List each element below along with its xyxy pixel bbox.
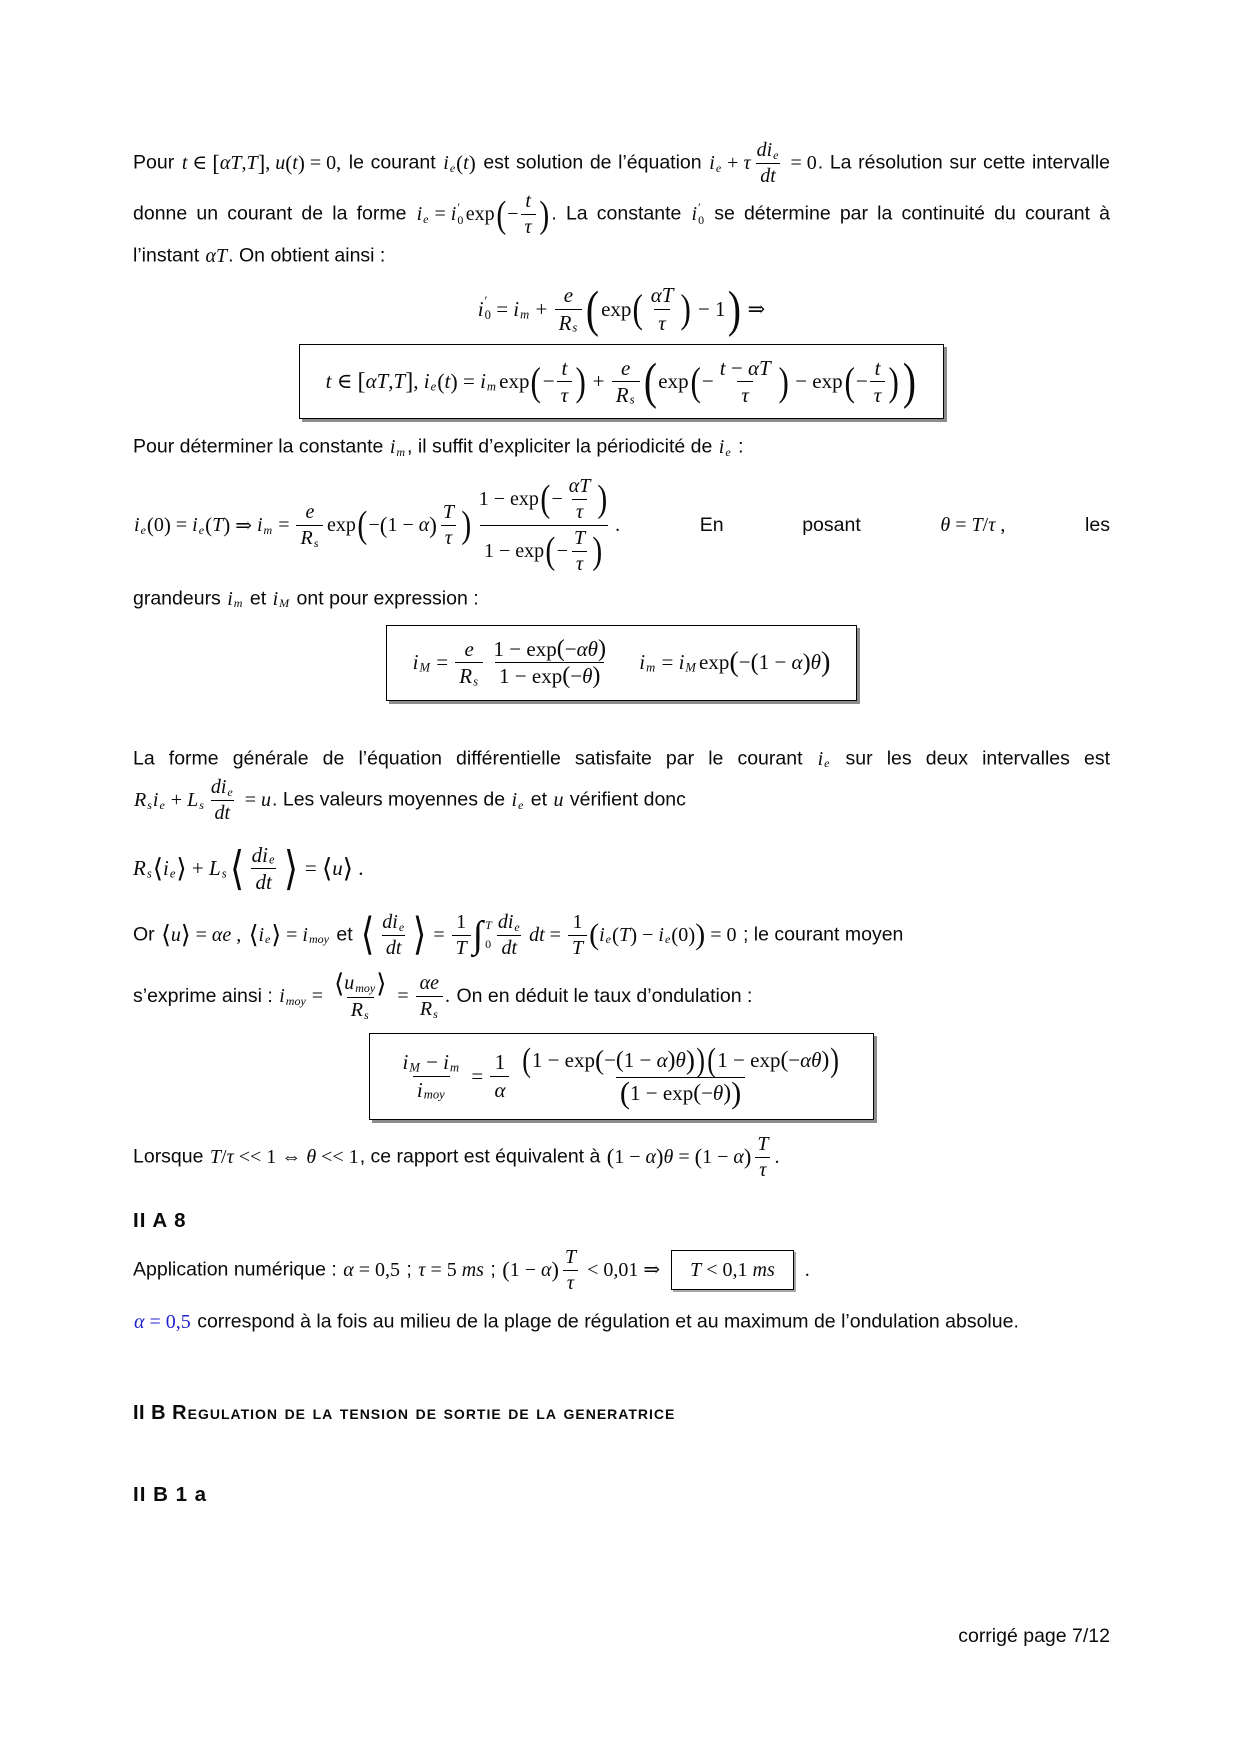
math-run: α = 0,5: [134, 1310, 191, 1333]
page-footer: corrigé page 7/12: [958, 1625, 1110, 1647]
paragraph-current-solution: [133, 138, 1110, 272]
math-run: t ∈ [ αT , T ] , u ( t ) = 0,: [181, 150, 342, 176]
text-run: :: [732, 435, 744, 458]
math-run: i m: [227, 587, 243, 611]
math-formula: i ′ 0 = i m + e R s ( exp ( $\frac{\alpha T}{\tau}$ ) − 1 ) ⇒: [477, 280, 766, 337]
math-formula: R s ⟨ i e ⟩ + L s ⟨ di e dt ⟩ = ⟨ u ⟩ .: [133, 842, 364, 895]
text-run: En: [699, 513, 724, 536]
section-heading-iib: [133, 1402, 1110, 1425]
math-run: i e ( 0 ) = i e ( T ) ⇒ i m = e R s exp ( − ( 1 − α ) $\frac{T}{\tau}$ ) 1 − exp ( − $\frac{\alpha T}{\tau}$ ) 1 − exp ( − $\frac{T}{\tau}$ ) .: [134, 474, 621, 575]
section-heading-iib1a: II B 1 a: [133, 1483, 208, 1506]
text-run: . La résolution sur cette intervalle donne un courant de la forme: [133, 151, 1110, 225]
text-run: La forme générale de l’équation différentielle satisfaite par le courant: [133, 747, 817, 770]
paragraph-application-numerique: [133, 1245, 1110, 1296]
text-run: sur les deux intervalles est: [831, 747, 1110, 770]
text-run: ; le courant moyen: [737, 923, 904, 946]
math-formula: i M − i m i moy = $\frac{1}{\alpha}$ ( 1 − exp ( − ( 1 − α ) θ ) ) ( 1 − exp ( − αθ ) ) ( 1 − exp ( − θ ) ): [402, 1041, 840, 1111]
math-run: i e = i ′ 0 exp ( − $\frac{t}{\tau}$ ): [416, 190, 549, 238]
formula-valeurs-moyennes: [133, 842, 1110, 896]
math-run: ⟨ u ⟩ = αe ,: [161, 921, 242, 949]
math-run: i e ( t ): [443, 150, 476, 175]
text-run: ;: [401, 1258, 418, 1281]
math-run: i e: [511, 789, 524, 812]
text-run: Pour déterminer la constante: [133, 435, 389, 458]
text-run: . La constante: [551, 202, 691, 225]
text-run: les: [1085, 513, 1110, 536]
paragraph-sexprime: [133, 968, 1110, 1023]
text-run: Lorsque: [133, 1145, 209, 1168]
math-run: i moy = ⟨ u moy ⟩ R s = αe R s .: [279, 968, 451, 1022]
formula-im-iM: [386, 625, 858, 701]
math-run: α = 0,5: [343, 1258, 400, 1281]
paragraph-forme-generale: [133, 743, 1110, 826]
text-run: . On obtient ainsi :: [228, 244, 386, 267]
text-run: est solution de l’équation: [476, 151, 709, 174]
text-run: , il suffit d’expliciter la périodicité de: [407, 435, 718, 458]
paragraph-determine-im: [133, 431, 1110, 463]
boxed-formula-wrap-ie: [133, 344, 1110, 420]
text-run: On en déduit le taux d’ondulation :: [451, 984, 753, 1007]
formula-periodicity-line: [133, 474, 1110, 577]
text-run: ont pour expression :: [291, 587, 479, 610]
math-run: i e: [817, 747, 830, 771]
heading-iib-title: Regulation de la tension de sortie de la generatrice: [172, 1402, 676, 1424]
formula-taux-ondulation: [369, 1033, 873, 1120]
math-run: i ′ 0: [691, 200, 705, 228]
math-run: ⟨ di e dt ⟩ = $\frac{1}{T}$ ∫ T 0 di e dt dt = $\frac{1}{T}$ ( i e ( T ) − i e ( 0 ) ) = 0: [360, 910, 737, 960]
text-run: grandeurs: [133, 587, 227, 610]
math-run: R s i e + L s di e dt = u: [134, 776, 272, 825]
paragraph-courant-moyen: [133, 910, 1110, 961]
math-run: ⟨ i e ⟩ = i moy: [248, 921, 329, 949]
math-run: i e: [718, 436, 731, 459]
text-run: le courant: [342, 151, 443, 174]
text-run: [242, 923, 247, 945]
math-run: T / τ << 1 ⇔ θ << 1: [209, 1145, 359, 1168]
text-run: Or: [133, 923, 161, 946]
boxed-formula-wrap-im-iM: [133, 625, 1110, 701]
text-run: posant: [802, 513, 861, 536]
math-run: u: [553, 789, 564, 812]
formula-ie-piecewise: [299, 344, 945, 420]
text-run: se détermine par la continuité du courant à l’instant: [133, 202, 1110, 267]
text-run: et: [525, 788, 553, 811]
heading-iib-prefix: II B: [133, 1402, 173, 1424]
formula-constant-i0: [133, 282, 1110, 336]
paragraph-alpha-commentaire: [133, 1306, 1110, 1338]
math-formula: i M = e R s 1 − exp ( − αθ ) 1 − exp ( − θ ) i m = i M exp ( − ( 1 − α ) θ ): [412, 635, 831, 690]
text-run: ;: [484, 1258, 502, 1281]
text-run: et: [244, 587, 272, 610]
boxed-formula-wrap-ondulation: [133, 1033, 1110, 1120]
math-run: ( 1 − α ) $\frac{T}{\tau}$ < 0,01 ⇒ T < 0,1 ms .: [502, 1245, 810, 1294]
math-run: i m: [389, 436, 406, 459]
section-heading-iia8: II A 8: [133, 1208, 187, 1232]
paragraph-lorsque: [133, 1132, 1110, 1183]
math-formula: t ∈ [ αT , T ] , i e ( t ) = i m exp ( − $\frac{t}{\tau}$ ) + e R s ( exp ( − t − αT τ ) − exp ( − $\frac{t}{\tau}$ ) ): [325, 353, 916, 410]
math-run: τ = 5 ms: [418, 1258, 484, 1281]
math-run: ( 1 − α ) θ = ( 1 − α ) $\frac{T}{\tau}$ .: [606, 1132, 780, 1181]
text-run: vérifient donc: [564, 788, 686, 811]
math-run: θ = T / τ ,: [940, 513, 1006, 536]
text-run: Application numérique :: [133, 1258, 343, 1281]
text-run: et: [330, 923, 359, 946]
text-run: Pour: [133, 151, 181, 174]
text-run: s’exprime ainsi :: [133, 984, 279, 1007]
text-run: . Les valeurs moyennes de: [272, 788, 511, 811]
math-run: αT: [205, 245, 228, 267]
text-run: correspond à la fois au milieu de la plage de régulation et au maximum de l’ondulation absolue.: [191, 1309, 1019, 1332]
text-run: , ce rapport est équivalent à: [359, 1145, 606, 1168]
math-run: i M: [272, 587, 290, 611]
paragraph-grandeurs: [133, 583, 1110, 615]
math-run: i e + τ di e dt = 0: [709, 139, 817, 187]
